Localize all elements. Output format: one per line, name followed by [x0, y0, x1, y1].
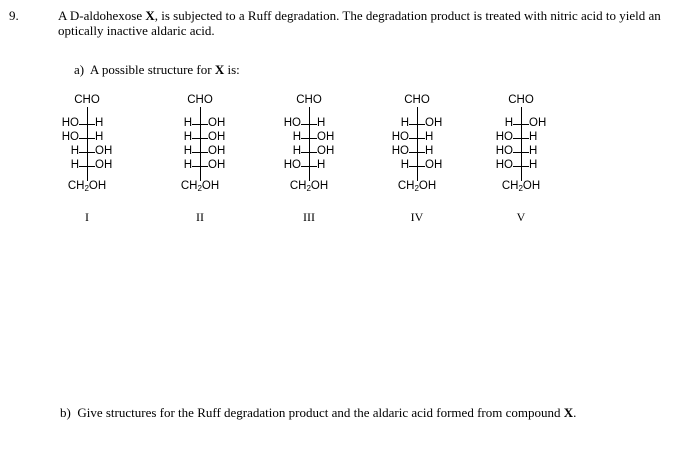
left-substituent: HO: [495, 145, 513, 157]
aldehyde-group: CHO: [74, 94, 100, 106]
horizontal-bond: [301, 166, 317, 167]
left-substituent: H: [292, 131, 301, 143]
horizontal-bond: [513, 138, 529, 139]
carbon-backbone: [200, 107, 201, 181]
left-substituent: HO: [391, 131, 409, 143]
ch-text: CH: [289, 180, 307, 192]
part-b-prompt: [60, 405, 675, 421]
right-substituent: H: [317, 117, 326, 129]
left-substituent: HO: [391, 145, 409, 157]
left-substituent: H: [183, 159, 192, 171]
subscript-two: 2: [414, 184, 419, 193]
hydroxymethyl-group: [279, 180, 339, 192]
part-a-label: a): [74, 62, 85, 77]
left-substituent: H: [504, 117, 513, 129]
right-substituent: H: [317, 159, 326, 171]
left-substituent: HO: [283, 159, 301, 171]
right-substituent: H: [425, 145, 434, 157]
right-substituent: OH: [425, 159, 443, 171]
right-substituent: OH: [317, 131, 335, 143]
ch-text: CH: [397, 180, 415, 192]
horizontal-bond: [79, 166, 95, 167]
ch-text: CH: [180, 180, 198, 192]
left-substituent: HO: [283, 117, 301, 129]
carbon-backbone: [417, 107, 418, 181]
part-b-compound-x: X: [563, 405, 574, 420]
horizontal-bond: [192, 166, 208, 167]
subscript-two: 2: [84, 184, 89, 193]
hydroxymethyl-group: [57, 180, 117, 192]
horizontal-bond: [79, 124, 95, 125]
horizontal-bond: [513, 124, 529, 125]
right-substituent: OH: [208, 117, 226, 129]
left-substituent: HO: [61, 117, 79, 129]
right-substituent: OH: [208, 145, 226, 157]
left-substituent: HO: [495, 159, 513, 171]
horizontal-bond: [192, 138, 208, 139]
hydroxymethyl-group: [387, 180, 447, 192]
left-substituent: H: [183, 117, 192, 129]
carbon-backbone: [521, 107, 522, 181]
horizontal-bond: [301, 124, 317, 125]
oh-text: OH: [88, 180, 107, 192]
right-substituent: OH: [317, 145, 335, 157]
left-substituent: HO: [61, 131, 79, 143]
carbon-backbone: [87, 107, 88, 181]
horizontal-bond: [301, 138, 317, 139]
structure-numeral: IV: [410, 210, 424, 224]
structure-numeral: II: [196, 210, 204, 224]
right-substituent: H: [529, 131, 538, 143]
right-substituent: H: [95, 131, 104, 143]
part-b-label: b): [60, 405, 71, 420]
right-substituent: OH: [95, 145, 113, 157]
left-substituent: H: [292, 145, 301, 157]
right-substituent: OH: [529, 117, 547, 129]
stem-text-1: A D-aldohexose: [58, 8, 146, 23]
hydroxymethyl-group: [170, 180, 230, 192]
left-substituent: H: [400, 159, 409, 171]
question-number: 9.: [9, 8, 19, 23]
aldehyde-group: CHO: [187, 94, 213, 106]
horizontal-bond: [192, 124, 208, 125]
subscript-two: 2: [518, 184, 523, 193]
aldehyde-group: CHO: [296, 94, 322, 106]
horizontal-bond: [513, 166, 529, 167]
horizontal-bond: [409, 138, 425, 139]
ch-text: CH: [67, 180, 85, 192]
right-substituent: H: [95, 117, 104, 129]
oh-text: OH: [201, 180, 220, 192]
left-substituent: H: [70, 145, 79, 157]
stem-compound-x: X: [145, 8, 155, 23]
left-substituent: H: [183, 131, 192, 143]
part-b-text: Give structures for the Ruff degradation product and the aldaric acid formed from compound: [77, 405, 564, 420]
right-substituent: H: [425, 131, 434, 143]
horizontal-bond: [513, 152, 529, 153]
aldehyde-group: CHO: [404, 94, 430, 106]
aldehyde-group: CHO: [508, 94, 534, 106]
right-substituent: H: [529, 159, 538, 171]
left-substituent: H: [183, 145, 192, 157]
horizontal-bond: [192, 152, 208, 153]
carbon-backbone: [309, 107, 310, 181]
horizontal-bond: [79, 138, 95, 139]
subscript-two: 2: [306, 184, 311, 193]
structure-numeral: III: [303, 210, 315, 224]
right-substituent: OH: [95, 159, 113, 171]
horizontal-bond: [409, 124, 425, 125]
right-substituent: H: [529, 145, 538, 157]
horizontal-bond: [79, 152, 95, 153]
hydroxymethyl-group: [491, 180, 551, 192]
subscript-two: 2: [197, 184, 202, 193]
horizontal-bond: [409, 152, 425, 153]
left-substituent: H: [70, 159, 79, 171]
part-a-compound-x: X: [214, 62, 225, 77]
part-a-text: A possible structure for: [89, 62, 215, 77]
ch-text: CH: [501, 180, 519, 192]
horizontal-bond: [301, 152, 317, 153]
structure-numeral: V: [516, 210, 526, 224]
part-a-suffix: is:: [224, 62, 240, 77]
part-b-suffix: .: [573, 405, 577, 420]
horizontal-bond: [409, 166, 425, 167]
part-a-prompt: [74, 62, 240, 78]
right-substituent: OH: [208, 159, 226, 171]
structure-numeral: I: [85, 210, 89, 224]
question-stem: [58, 8, 668, 38]
left-substituent: H: [400, 117, 409, 129]
left-substituent: HO: [495, 131, 513, 143]
right-substituent: OH: [425, 117, 443, 129]
oh-text: OH: [310, 180, 329, 192]
right-substituent: OH: [208, 131, 226, 143]
stem-text-2: , is subjected to a Ruff degradation. The degradation product is treated with nitric acid to yield an optically inactive aldaric acid.: [58, 8, 661, 38]
oh-text: OH: [418, 180, 437, 192]
oh-text: OH: [522, 180, 541, 192]
